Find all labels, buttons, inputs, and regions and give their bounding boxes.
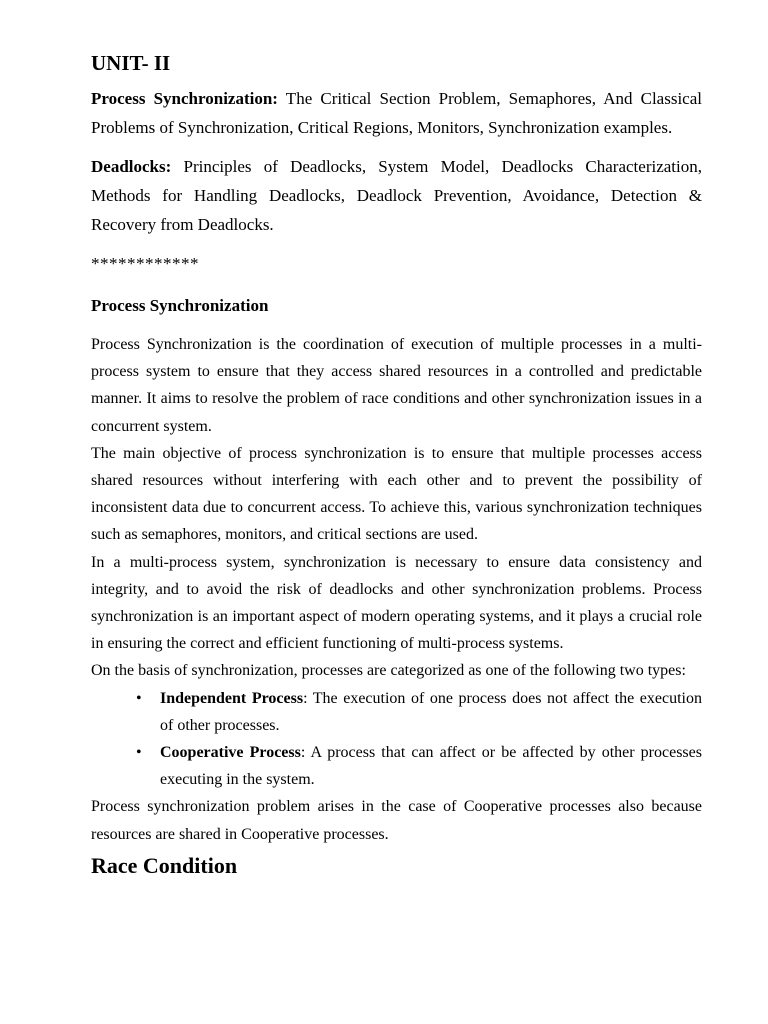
unit-title: UNIT- II: [91, 51, 171, 75]
section-heading: Process Synchronization: [91, 296, 269, 315]
list-item-text: : The execution of one process does not affect the execution of other processes.: [160, 689, 702, 734]
race-condition-heading: Race Condition: [91, 852, 238, 878]
list-item-text: : A process that can affect or be affected by other processes executing in the system.: [160, 744, 702, 789]
separator-stars: ************: [91, 254, 199, 273]
list-item-term: Independent Process: [160, 689, 304, 707]
section-body: [91, 331, 702, 848]
bullet-icon: •: [136, 744, 142, 762]
process-sync-syllabus-text: The Critical Section Problem, Semaphores, And Classical Problems of Synchronization, Critical Regions, Monitors, Synchronization examples.: [91, 89, 702, 137]
closing-paragraph: Process synchronization problem arises in the case of Cooperative processes also because resources are shared in Cooperative processes.: [91, 798, 702, 843]
deadlocks-syllabus-text: Principles of Deadlocks, System Model, Deadlocks Characterization, Methods for Handling Deadlocks, Deadlock Prevention, Avoidance, Detection & Recovery from Deadlocks.: [91, 157, 702, 234]
paragraph: In a multi-process system, synchronization is necessary to ensure data consistency and integrity, and to avoid the risk of deadlocks and other synchronization problems. Process synchronization is an important aspect of modern operating systems, and it plays a crucial role in ensuring the correct and efficient functioning of multi-process systems.: [91, 553, 702, 653]
paragraph: Process Synchronization is the coordination of execution of multiple processes in a multi-process system to ensure that they access shared resources in a controlled and predictable manner. It aims to resolve the problem of race conditions and other synchronization issues in a concurrent system.: [91, 336, 702, 435]
page-content: [91, 50, 702, 881]
deadlocks-syllabus: [91, 152, 702, 239]
process-types-list: [91, 685, 702, 794]
process-sync-syllabus-label: Process Synchronization:: [91, 89, 278, 108]
deadlocks-syllabus-label: Deadlocks:: [91, 157, 172, 176]
list-item: [136, 685, 702, 739]
process-sync-syllabus: [91, 84, 702, 142]
list-item-term: Cooperative Process: [160, 744, 301, 762]
paragraph: On the basis of synchronization, processes are categorized as one of the following two types:: [91, 662, 686, 680]
list-item: [136, 739, 702, 793]
paragraph: The main objective of process synchronization is to ensure that multiple processes access shared resources without interfering with each other and to prevent the possibility of inconsistent data due to concurrent access. To achieve this, various synchronization techniques such as semaphores, monitors, and critical sections are used.: [91, 444, 702, 544]
bullet-icon: •: [136, 689, 142, 707]
